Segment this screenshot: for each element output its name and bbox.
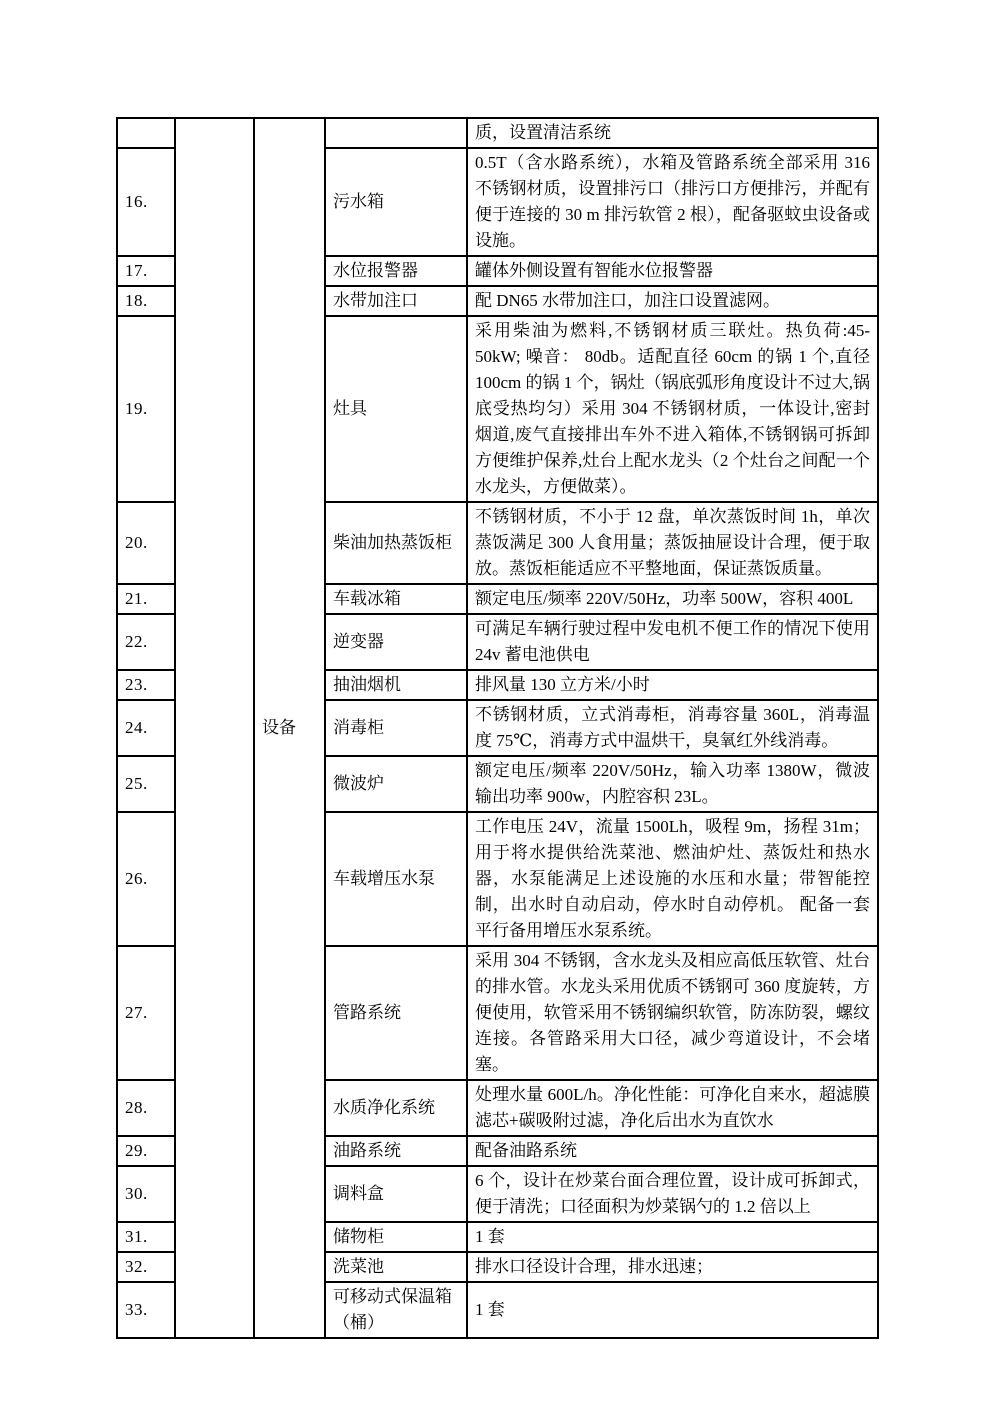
equipment-name-cell: 消毒柜 (325, 700, 467, 756)
row-number-cell: 29. (117, 1136, 175, 1166)
spec-desc-cell: 可满足车辆行驶过程中发电机不便工作的情况下使用 24v 蓄电池供电 (467, 614, 878, 670)
merged-empty-column-cell (175, 118, 254, 1338)
row-number-cell: 25. (117, 756, 175, 812)
equipment-name-cell: 储物柜 (325, 1222, 467, 1252)
row-number-cell: 22. (117, 614, 175, 670)
row-number-cell: 32. (117, 1252, 175, 1282)
equipment-name-cell (325, 118, 467, 148)
equipment-name-cell: 车载增压水泵 (325, 812, 467, 946)
equipment-name-cell: 灶具 (325, 316, 467, 502)
row-number-cell: 18. (117, 286, 175, 316)
equipment-name-cell: 污水箱 (325, 148, 467, 256)
row-number-cell: 23. (117, 670, 175, 700)
spec-desc-cell: 配备油路系统 (467, 1136, 878, 1166)
spec-desc-cell: 额定电压/频率 220V/50Hz，功率 500W，容积 400L (467, 584, 878, 614)
equipment-name-cell: 柴油加热蒸饭柜 (325, 502, 467, 584)
row-number-cell: 33. (117, 1282, 175, 1338)
row-number-cell: 26. (117, 812, 175, 946)
row-number-cell (117, 118, 175, 148)
row-number-cell: 21. (117, 584, 175, 614)
row-number-cell: 19. (117, 316, 175, 502)
equipment-name-cell: 油路系统 (325, 1136, 467, 1166)
row-number-cell: 30. (117, 1166, 175, 1222)
row-number-cell: 24. (117, 700, 175, 756)
spec-desc-cell: 配 DN65 水带加注口，加注口设置滤网。 (467, 286, 878, 316)
equipment-name-cell: 逆变器 (325, 614, 467, 670)
row-number-cell: 20. (117, 502, 175, 584)
spec-desc-cell: 处理水量 600L/h。净化性能：可净化自来水，超滤膜滤芯+碳吸附过滤，净化后出水为直饮水 (467, 1080, 878, 1136)
equipment-name-cell: 可移动式保温箱（桶） (325, 1282, 467, 1338)
equipment-name-cell: 水质净化系统 (325, 1080, 467, 1136)
spec-desc-cell: 排水口径设计合理，排水迅速； (467, 1252, 878, 1282)
row-number-cell: 17. (117, 256, 175, 286)
spec-desc-cell: 排风量 130 立方米/小时 (467, 670, 878, 700)
spec-desc-cell: 质，设置清洁系统 (467, 118, 878, 148)
spec-desc-cell: 罐体外侧设置有智能水位报警器 (467, 256, 878, 286)
equipment-name-cell: 调料盒 (325, 1166, 467, 1222)
row-number-cell: 31. (117, 1222, 175, 1252)
equipment-name-cell: 管路系统 (325, 946, 467, 1080)
equipment-name-cell: 车载冰箱 (325, 584, 467, 614)
spec-desc-cell: 1 套 (467, 1282, 878, 1338)
spec-desc-cell: 工作电压 24V，流量 1500Lh，吸程 9m，扬程 31m；用于将水提供给洗菜池、燃油炉灶、蒸饭灶和热水器，水泵能满足上述设施的水压和水量；带智能控制，出水时自动启动，停水时自动停机。 配备一套平行备用增压水泵系统。 (467, 812, 878, 946)
equipment-name-cell: 水带加注口 (325, 286, 467, 316)
equipment-name-cell: 洗菜池 (325, 1252, 467, 1282)
row-number-cell: 16. (117, 148, 175, 256)
spec-desc-cell: 不锈钢材质，立式消毒柜，消毒容量 360L，消毒温度 75℃，消毒方式中温烘干，臭氧红外线消毒。 (467, 700, 878, 756)
category-cell: 设备 (254, 118, 325, 1338)
spec-desc-cell: 采用 304 不锈钢，含水龙头及相应高低压软管、灶台的排水管。水龙头采用优质不锈钢可 360 度旋转，方便使用，软管采用不锈钢编织软管，防冻防裂，螺纹连接。各管路采用大口径，减少弯道设计，不会堵塞。 (467, 946, 878, 1080)
row-number-cell: 28. (117, 1080, 175, 1136)
table-row-continuation (117, 118, 878, 148)
spec-desc-cell: 不锈钢材质，不小于 12 盘，单次蒸饭时间 1h，单次蒸饭满足 300 人食用量；蒸饭抽屉设计合理，便于取放。蒸饭柜能适应不平整地面，保证蒸饭质量。 (467, 502, 878, 584)
spec-desc-cell: 1 套 (467, 1222, 878, 1252)
equipment-name-cell: 抽油烟机 (325, 670, 467, 700)
row-number-cell: 27. (117, 946, 175, 1080)
spec-desc-cell: 6 个，设计在炒菜台面合理位置，设计成可拆卸式，便于清洗；口径面积为炒菜锅勺的 1.2 倍以上 (467, 1166, 878, 1222)
spec-desc-cell: 额定电压/频率 220V/50Hz，输入功率 1380W，微波输出功率 900w，内腔容积 23L。 (467, 756, 878, 812)
equipment-spec-table (116, 117, 879, 1339)
spec-desc-cell: 采用柴油为燃料,不锈钢材质三联灶。热负荷:45-50kW; 噪音： 80db。适配直径 60cm 的锅 1 个,直径 100cm 的锅 1 个，锅灶（锅底弧形角度设计不过大,锅底受热均匀）采用 304 不锈钢材质，一体设计,密封烟道,废气直接排出车外不进入箱体,不锈钢锅可拆卸方便维护保养,灶台上配水龙头（2 个灶台之间配一个水龙头，方便做菜）。 (467, 316, 878, 502)
equipment-name-cell: 微波炉 (325, 756, 467, 812)
equipment-name-cell: 水位报警器 (325, 256, 467, 286)
spec-desc-cell: 0.5T（含水路系统），水箱及管路系统全部采用 316 不锈钢材质，设置排污口（排污口方便排污，并配有便于连接的 30 m 排污软管 2 根），配备驱蚊虫设备或设施。 (467, 148, 878, 256)
